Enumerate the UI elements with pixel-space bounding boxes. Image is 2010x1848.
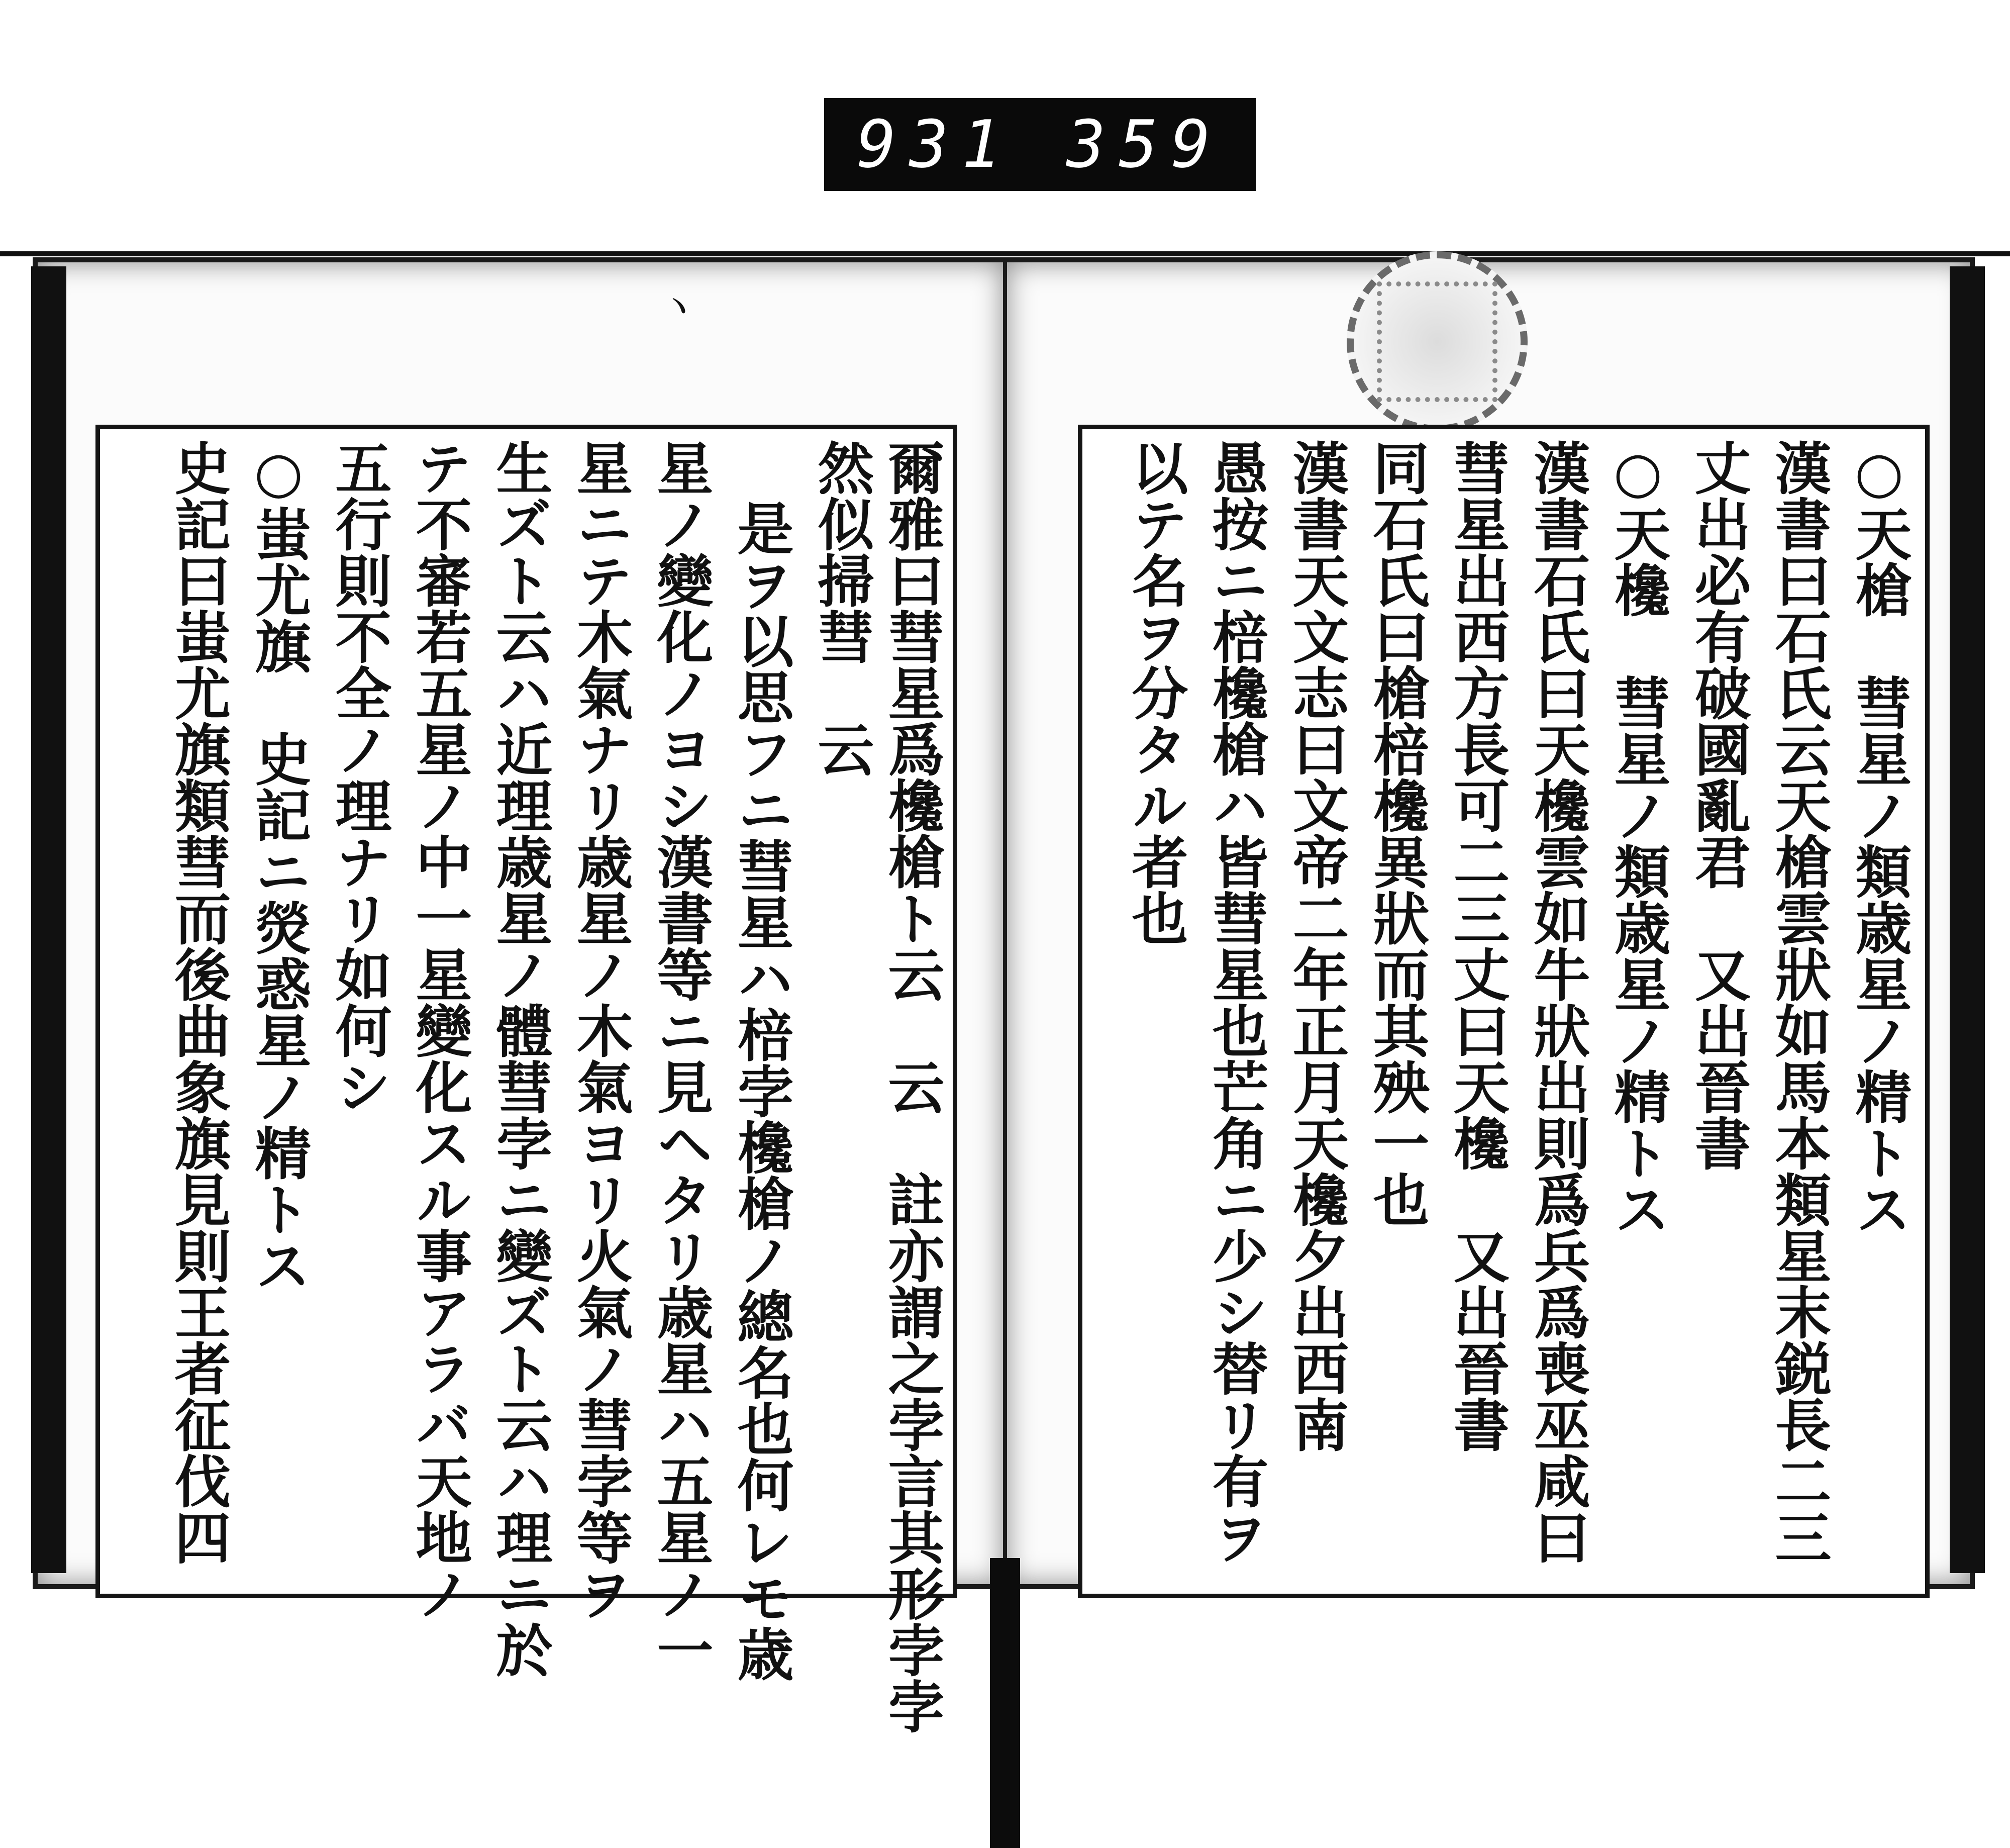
left-col-7: テ不審若五星ノ中一星變化スル事アラバ天地ノ xyxy=(407,439,472,1621)
left-col-6: 生ズト云ハ近理歳星ノ體彗孛ニ變ズト云ハ理ニ於 xyxy=(487,439,553,1678)
scan-top-rule xyxy=(0,251,2010,256)
right-col-5: 漢書石氏曰天欃雲如牛狀出則爲兵爲喪巫咸曰 xyxy=(1525,439,1590,1565)
catalog-number-label: 931 359 xyxy=(824,98,1256,191)
left-col-1: 爾雅曰彗星爲欃槍ト云 云 註亦謂之孛言其形孛孛 xyxy=(879,439,945,1734)
right-col-8: 漢書天文志曰文帝二年正月天欃夕出西南 xyxy=(1283,439,1349,1452)
left-col-5: 星ニテ木氣ナリ歳星ノ木氣ヨリ火氣ノ彗孛等ヲ xyxy=(567,439,633,1621)
right-text-frame xyxy=(1078,425,1930,1598)
left-col-3: 是ヲ以思フニ彗星ハ棓孛欃槍ノ總名也何レモ歳 xyxy=(728,500,794,1682)
left-col-9: ○蚩尤旗 史記ニ熒惑星ノ精トス xyxy=(246,439,312,1293)
ink-speck: ヽ xyxy=(658,283,698,330)
library-seal xyxy=(1347,251,1528,432)
left-col-2: 然似掃彗 云 xyxy=(809,439,874,777)
right-col-9: 愚按ニ棓欃槍ハ皆彗星也芒角ニ少シ替リ有ヲ xyxy=(1203,439,1269,1565)
right-col-3: 丈出必有破國亂君 又出晉書 xyxy=(1685,439,1751,1171)
left-col-10: 史記曰蚩尤旗類彗而後曲象旗見則王者征伐四 xyxy=(165,439,231,1565)
right-col-10: 以テ名ヲ分タル者也 xyxy=(1123,439,1188,946)
left-text-frame xyxy=(95,425,957,1734)
binding-gutter xyxy=(990,1558,1020,1848)
right-col-6: 彗星出西方長可二三丈曰天欃 又出晉書 xyxy=(1444,439,1510,1452)
right-col-4: ○天欃 彗星ノ類歳星ノ精トス xyxy=(1605,439,1671,1237)
left-col-4: 星ノ變化ノヨシ漢書等ニ見ヘタリ歳星ハ五星ノ一 xyxy=(648,439,714,1678)
right-col-7: 同石氏曰槍棓欃異狀而其殃一也 xyxy=(1364,439,1430,1227)
right-col-2: 漢書曰石氏云天槍雲狀如馬本類星末鋭長二三 xyxy=(1766,439,1832,1565)
seal-inner-mark xyxy=(1377,281,1497,402)
right-col-1: ○天槍 彗星ノ類歳星ノ精トス xyxy=(1846,439,1912,1237)
right-book-edge xyxy=(1950,266,1985,1573)
left-col-8: 五行則不全ノ理ナリ如何シ xyxy=(326,439,392,1115)
left-book-edge xyxy=(31,266,66,1573)
